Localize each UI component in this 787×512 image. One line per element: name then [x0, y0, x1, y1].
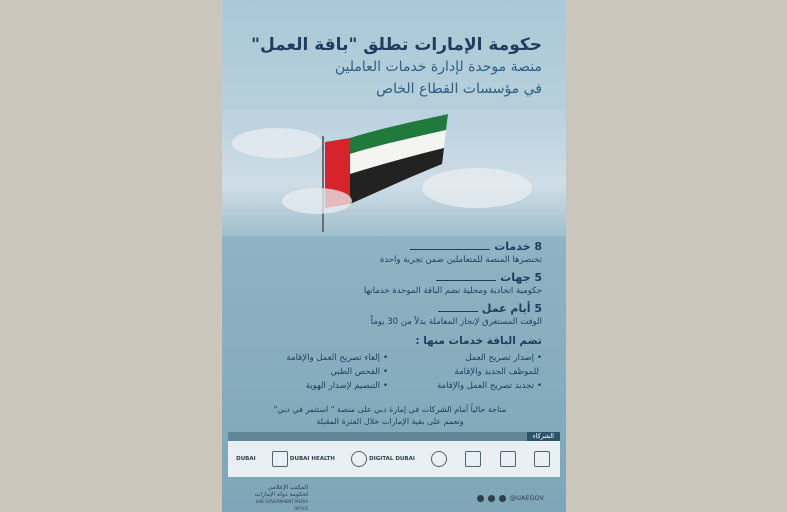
partner-logos [228, 441, 560, 477]
partners-bar [228, 432, 560, 441]
stat-description: تختصرها المنصة للمتعاملين ضمن تجربة واحدة [379, 255, 542, 265]
x-icon[interactable] [477, 495, 484, 502]
subtitle-line-1: منصة موحدة لإدارة خدمات العاملين [334, 59, 542, 75]
dubai-logo: DUBAI [236, 456, 256, 462]
ministry-hr-logo [534, 450, 552, 468]
youtube-icon[interactable] [499, 495, 506, 502]
dubai-health-logo: DUBAI HEALTH [272, 450, 335, 468]
list-item: •إلغاء تصريح العمل والإقامة [286, 353, 388, 363]
falcon-logo [431, 450, 449, 468]
stat-description: حكومية اتحادية ومحلية تضم الباقة الموحدة خدماتها [363, 286, 542, 296]
digital-dubai-logo: DIGITAL DUBAI [351, 450, 415, 468]
poster [222, 0, 566, 512]
list-item: •تجديد تصريح العمل والإقامة [436, 381, 542, 391]
social-handles [477, 494, 544, 502]
subtitle-line-2: في مؤسسات القطاع الخاص [376, 81, 542, 97]
list-item: للموظف الجديد والإقامة [454, 367, 539, 377]
page-title: حكومة الإمارات تطلق "باقة العمل" [251, 35, 542, 55]
list-item: •التبصيم لإصدار الهوية [305, 381, 388, 391]
list-item: •الفحص الطبي [330, 367, 388, 377]
stat-description: الوقت المستغرق لإنجاز المعاملة بدلاً من 30 يوماً [370, 317, 542, 327]
partners-label: الشركاء [527, 432, 560, 441]
list-item: •إصدار تصريح العمل [465, 353, 542, 363]
handle-text[interactable]: @UAEGOV [509, 494, 544, 502]
stats-section [242, 240, 542, 333]
flag-photo [222, 108, 566, 236]
package-list [242, 352, 542, 393]
stat-heading: 8 خدمات [242, 240, 542, 254]
package-title: تضم الباقة خدمات منها : [415, 335, 542, 347]
stat-heading: 5 جهات [242, 271, 542, 285]
media-office-logo: المكتب الإعلامي لحكومة دولة الإمارات UAE GOVERNMENT MEDIA OFFICE [254, 484, 308, 511]
title-block [242, 34, 542, 100]
ministry-logo [465, 450, 483, 468]
availability-note: متاحة حالياً أمام الشركات في إمارة دبي على منصة " استثمر في دبي" وتعمم على بقية الإمارات خلال الفترة المقبلة [273, 405, 507, 426]
stat-heading: 5 أيام عمل [242, 302, 542, 316]
instagram-icon[interactable] [488, 495, 495, 502]
federal-authority-logo [500, 450, 518, 468]
